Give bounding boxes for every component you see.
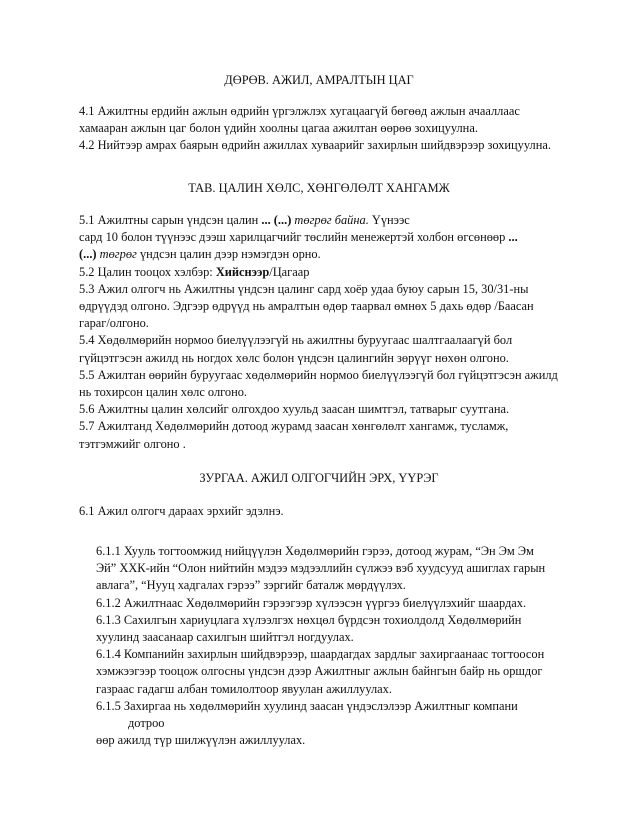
paragraph-5-4-line-2: гүйцэтгэсэн ажилд нь ногдох хөлс болон үндсэн цалингийн зөрүүг нөхөн олгоно.: [79, 350, 509, 365]
text-run-italic: төгрөг: [96, 247, 137, 262]
paragraph-6-1-line: 6.1 Ажил олгогч дараах эрхийг эдэлнэ.: [79, 504, 284, 518]
item-6-1-5-line-2: дотроо: [128, 716, 165, 731]
paragraph-5-3-line-1: 5.3 Ажил олгогч нь Ажилтны үндсэн цалинг сард хоёр удаа буюу сарын 15, 30/31-ны: [79, 281, 529, 296]
section-5-body: [79, 212, 559, 453]
text-run: Үүнээс: [368, 213, 410, 227]
text-run-bold: Хийснээр: [215, 264, 270, 279]
paragraph-5-3-line-3: гараг/олгоно.: [79, 316, 149, 331]
paragraph-5-1-line-2: [79, 229, 559, 246]
item-6-1-5-line-3: өөр ажилд түр шилжүүлэн ажиллуулах.: [96, 733, 306, 748]
item-6-1-4-line-1: 6.1.4 Компанийн захирлын шийдвэрээр, шаардагдах зардлыг захиргаанаас тогтоосон: [96, 647, 545, 662]
text-run-bold: ...: [508, 230, 518, 245]
text-run: үндсэн цалин дээр нэмэгдэн орно.: [136, 247, 321, 262]
paragraph-5-4-line-1: 5.4 Хөдөлмөрийн нормоо биелүүлээгүй нь ажилтны буруугаас шалтгаалаагүй бол: [79, 333, 513, 348]
item-6-1-4-line-2: хэмжээгээр тооцож олгосны үндсэн дээр Ажилтныг ажлын байнгын байр нь оршдог: [96, 664, 543, 679]
item-6-1-3-line-2: хуулинд заасанаар сахилгын шийтгэл ногдуулах.: [96, 630, 354, 645]
text-run: 5.1 Ажилтны сарын үндсэн цалин: [79, 213, 262, 227]
paragraph-5-3-line-2: өдрүүдэд олгоно. Эдгээр өдрүүд нь амралтын өдөр таарвал өмнөх 5 дахь өдөр /Баасан: [79, 299, 534, 314]
text-run: 5.2 Цалин тооцох хэлбэр:: [79, 264, 216, 279]
section-6-1-subitems: [96, 543, 558, 749]
paragraph-5-7-line-2: тэтгэмжийг олгоно .: [79, 436, 186, 451]
paragraph-4-1: [79, 103, 559, 155]
paragraph-4-1-line-2: хамааран ажлын цаг болон үдийн хоолны цагаа ажилтан өөрөө зохицуулна.: [79, 121, 478, 136]
paragraph-5-1-line-3: [79, 246, 559, 263]
item-6-1-4-line-3: газраас гадагш албан томилолтоор явуулан ажиллуулах.: [96, 681, 392, 696]
section-6-heading: ЗУРГАА. АЖИЛ ОЛГОГЧИЙН ЭРХ, ҮҮРЭГ: [199, 471, 439, 485]
paragraph-5-1-line-1: [79, 212, 559, 229]
item-6-1-3-line-1: 6.1.3 Сахилгын хариуцлага хүлээлгэх нөхцөл бүрдсэн тохиолдолд Хөдөлмөрийн: [96, 612, 522, 627]
item-6-1-1-line-1: 6.1.1 Хууль тогтоомжид нийцүүлэн Хөдөлмөрийн гэрээ, дотоод журам, “Эн Эм Эм: [96, 544, 534, 558]
text-run-bold: ... (...): [261, 213, 292, 227]
item-6-1-5-line-1: 6.1.5 Захиргаа нь хөдөлмөрийн хуулинд заасан үндэслэлээр Ажилтныг компани: [96, 698, 518, 713]
text-run-bold: (...): [79, 247, 97, 262]
text-run: /Цагаар: [269, 264, 310, 279]
paragraph-4-1-line-1: 4.1 Ажилтны ердийн ажлын өдрийн үргэлжлэх хугацаагүй бөгөөд ажлын ачааллаас: [79, 104, 520, 118]
paragraph-5-2: [79, 264, 559, 281]
text-run: сард 10 болон түүнээс дээш харилцагчийг төслийн менежертэй холбон өгсөнөөр: [79, 230, 509, 245]
paragraph-4-2: 4.2 Нийтээр амрах баярын өдрийн ажиллах хуваарийг захирлын шийдвэрээр зохицуулна.: [79, 138, 551, 153]
item-6-1-2: 6.1.2 Ажилтнаас Хөдөлмөрийн гэрээгээр хүлээсэн үүргээ биелүүлэхийг шаардах.: [96, 595, 527, 610]
section-5-heading: ТАВ. ЦАЛИН ХӨЛС, ХӨНГӨЛӨЛТ ХАНГАМЖ: [188, 181, 450, 195]
paragraph-5-7-line-1: 5.7 Ажилтанд Хөдөлмөрийн дотоод журамд заасан хөнгөлөлт хангамж, тусламж,: [79, 419, 509, 434]
section-4-heading: ДӨРӨВ. АЖИЛ, АМРАЛТЫН ЦАГ: [224, 73, 414, 87]
paragraph-6-1: [79, 503, 559, 520]
paragraph-5-6: 5.6 Ажилтны цалин хөлсийг олгохдоо хуульд заасан шимтгэл, татварыг суутгана.: [79, 402, 510, 417]
paragraph-5-5-line-2: нь тохирсон цалин хөлс олгоно.: [79, 385, 248, 400]
item-6-1-1-line-2: Эй” ХХК-ийн “Олон нийтийн мэдээ мэдээллийн сүлжээ вэб хуудсууд ашиглах гарын: [96, 561, 546, 576]
text-run-italic: төгрөг байна.: [291, 213, 369, 227]
paragraph-5-5-line-1: 5.5 Ажилтан өөрийн буруугаас хөдөлмөрийн нормоо биелүүлээгүй бол гүйцэтгэсэн ажилд: [79, 367, 558, 382]
item-6-1-1-line-3: авлага”, “Нууц хадгалах гэрээ” зэргийг баталж мөрдүүлэх.: [96, 578, 406, 593]
